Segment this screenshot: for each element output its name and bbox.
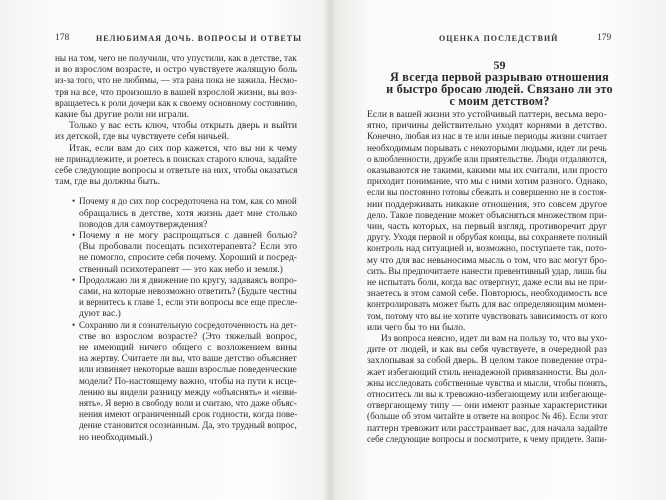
text-line: и во взрослом возрасте, и остро чувствуете жалящую боль — [55, 64, 297, 76]
text-line: том, потому что вы не хотите чувствовать зависимость от кого — [367, 310, 608, 322]
text-line: себе следующие вопросы и посмотрите, к чему придете. Запи- — [367, 433, 608, 445]
text-line: оказываются не такими, какими мы их считали, или просто — [367, 165, 608, 176]
text-line: жает избегающий стиль ненадежной привязанности. Вы дол- — [367, 366, 607, 378]
text-line: нения имеют ограниченный срок годности, когда пове- — [79, 409, 298, 421]
text-line: не испытать боли, когда вас отвергнут, даже если вы не при- — [367, 277, 607, 288]
text-line: ятно, причины действительно уходят корнями в детство. — [367, 120, 607, 132]
running-header: НЕЛЮБИМАЯ ДОЧЬ. ВОПРОСЫ И ОТВЕТЫ — [96, 34, 302, 43]
text-line: или извиняет некоторые ваши взрослые поведенческие — [79, 364, 297, 376]
text-line: какие бы другие роли ни играли. — [55, 109, 190, 120]
text-line: Конечно, любая из нас в те или иные периоды жизни считает — [367, 131, 608, 143]
text-line: необходимым порывать с некоторыми людьми, идет ли речь — [367, 142, 607, 154]
question-number: 59 — [493, 58, 506, 72]
text-line: (Вы пробовали посещать психотерапевта? Если это — [79, 241, 297, 253]
text-line: дение становится осознанным. Да, это трудный вопрос, — [79, 420, 297, 432]
text-line: поводов для самоутверждения? — [79, 218, 208, 230]
text-line: Итак, если вам до сих пор кажется, что вы ни к чему — [69, 142, 297, 154]
text-line: вращаетесь к роли дочери как к своему основному состоянию, — [55, 97, 298, 109]
text-line: ственный психотерапевт — это как небо и земля.) — [79, 263, 283, 275]
question-title-line: с моим детством? — [449, 94, 550, 108]
text-line: Если в вашей жизни это устойчивый паттерн, весьма веро- — [367, 109, 607, 120]
text-line: из-за того, что не любимы, — эта рана пока не зажила. Несмо- — [55, 75, 298, 87]
text-line: дело. Такое поведение может объясняться множеством при- — [367, 209, 608, 221]
question-title-line: и быстро бросаю людей. Связано ли это — [386, 82, 613, 96]
text-line: контролировать может быть для вас определяющим момен- — [367, 299, 607, 311]
right-page — [333, 0, 666, 500]
text-line: Продолжаю ли я движение по кругу, задаваясь вопро- — [79, 274, 297, 286]
text-line: Из вопроса неясно, идет ли вам на пользу то, что вы ухо- — [381, 333, 608, 344]
text-line: если вы постоянно готовы сбежать и совершенно не в состоя- — [367, 187, 607, 199]
text-line: и вернитесь к главе 1, если эти вопросы все еще пресле- — [79, 297, 298, 309]
text-line: сами, на которые невозможно ответить? (Будьте честны — [79, 286, 297, 297]
text-line: из детской, где вы чувствуете себя ничьей. — [55, 131, 230, 143]
text-line: отвергающему типу — они имеют разные характеристики — [367, 400, 607, 412]
text-line: лению вы видели разницу между «объяснять» и «изви- — [79, 386, 298, 398]
bullet-icon: • — [72, 230, 76, 240]
text-line: другу. Уходя первой и обрубая концы, вы сохраняете полный — [367, 232, 608, 244]
text-line: Почему я не могу распрощаться с давней болью? — [79, 230, 297, 241]
text-line: но необходимый.) — [79, 431, 153, 443]
text-line: сить. Вы предпочитаете нанести превентивный удар, лишь бы — [367, 265, 607, 277]
text-line: не помогло, спросите себя почему. Хороший и посред- — [79, 252, 297, 264]
text-line: или чего бы то ни было. — [367, 321, 466, 333]
text-line: жны исследовать собственные чувства и мысли, чтобы понять, — [367, 377, 608, 389]
text-line: дите от людей, и как вы себя чувствуете, в очередной раз — [367, 344, 607, 356]
text-line: нять». Я верю в свободу воли и считаю, что даже объяс- — [79, 398, 297, 409]
bullet-icon: • — [72, 319, 76, 330]
bullet-icon: • — [72, 274, 76, 285]
text-line: контроль над ситуацией и, возможно, поступаете так, пото- — [367, 243, 608, 255]
text-line: знаетесь в этом самой себе. Повторюсь, необходимость все — [367, 288, 608, 300]
text-line: чин, часть которых, на первый взгляд, противоречит друг — [367, 221, 607, 232]
text-line: о влюбленности, дружбе или приятельстве. Люди отдаляются, — [367, 153, 607, 165]
text-line: дуют вас.) — [79, 308, 121, 320]
text-line: обращались в детстве, хотя жизнь дает мне столько — [79, 207, 297, 219]
text-line: стве во взрослом возрасте? (Это тяжелый вопрос, — [79, 330, 297, 342]
bullet-icon: • — [72, 196, 76, 207]
running-header: ОЦЕНКА ПОСЛЕДСТВИЙ — [439, 34, 559, 43]
text-line: Сохраняю ли я сознательную сосредоточенность на дет- — [79, 319, 297, 331]
text-line: нии поддерживать никакие отношения, это совсем другое — [367, 198, 607, 210]
question-title-line: Я всегда первой разрываю отношения — [390, 70, 609, 84]
text-line: относитесь ли вы к тревожно-избегающему или избегающе- — [367, 389, 607, 400]
page-number: 178 — [55, 33, 70, 43]
text-line: паттерн тревожит или расстраивает вас, для начала задайте — [367, 422, 608, 434]
text-line: Почему я до сих пор сосредоточена на том, как со мной — [79, 196, 297, 208]
text-line: тря на все, что произошло в вашей взрослой жизни, вы воз- — [55, 86, 297, 98]
text-line: не принадлежите, и роетесь в поисках старого ключа, задайте — [55, 153, 297, 165]
text-line: модели? По-настоящему важно, чтобы на пути к исце- — [79, 375, 297, 387]
text-line: Только у вас есть ключ, чтобы открыть дверь и выйти — [69, 120, 297, 132]
page-number: 179 — [597, 33, 612, 43]
text-line: себе следующие вопросы и ответьте на них, чтобы оказаться — [55, 165, 298, 176]
text-line: не имеющий ничего общего с возложением вины — [79, 342, 297, 353]
text-line: ны на том, чего не получили, что упустили, как в детстве, так — [55, 53, 297, 64]
text-line: захлопывая за собой дверь. В целом такое поведение отра- — [367, 355, 607, 367]
text-line: там, где вы должны быть. — [55, 176, 161, 188]
text-line: на жертву. Считаете ли вы, что ваше детство объясняет — [79, 353, 297, 365]
text-line: му что для вас невыносима мысль о том, что вас могут бро- — [367, 254, 608, 266]
text-line: (больше об этом читайте в ответе на вопрос № 46). Если этот — [367, 411, 608, 423]
text-line: приходит понимание, что мы с ними хотим разного. Однако, — [367, 176, 608, 188]
